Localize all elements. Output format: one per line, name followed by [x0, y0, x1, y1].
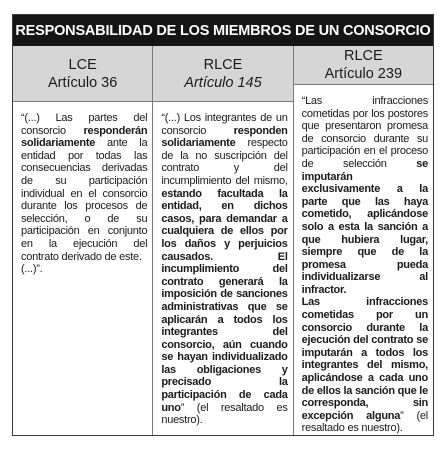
paragraph: [21, 112, 147, 263]
column-text: [13, 102, 152, 276]
text-segment: “Las infracciones cometidas por los postores que presentaron promesa de consorcio durante su participación en el proceso de selección: [301, 94, 428, 170]
column-header: [13, 46, 152, 102]
text-segment-bold: estando facultada la entidad, en dichos casos, para demandar a cualquiera de ellos por los daños y perjuicios causados. El incumplimiento del contrato generará la imposición de sanciones administrativas que se aplicarán a todos los integrantes del consorcio, aún cuando se hayan individualizado las obligaciones y precisado la participación de cada uno: [161, 187, 288, 414]
column-header: [294, 46, 433, 85]
column-header: [153, 46, 292, 102]
column-article: Artículo 36: [48, 74, 118, 91]
column-article: Artículo 145: [184, 74, 262, 91]
column-rlce-145: [152, 46, 292, 435]
text-segment: “(...) Las partes del consorcio: [21, 112, 148, 137]
text-segment: respecto de la no suscripción del contrato y del incumplimiento del mismo,: [161, 137, 288, 187]
column-law: RLCE: [343, 47, 383, 64]
table-title: RESPONSABILIDAD DE LOS MIEMBROS DE UN CONSORCIO: [13, 15, 433, 46]
column-article: Artículo 239: [324, 65, 403, 82]
paragraph-ending: (...)”.: [21, 263, 43, 276]
column-lce-36: [13, 46, 152, 435]
comparison-table: [12, 14, 434, 436]
text-segment: ” (el resaltado es nuestro).: [161, 401, 288, 427]
column-text: [294, 85, 433, 435]
text-segment-bold: responden solidariamente: [161, 124, 288, 150]
text-segment: ante la entidad por todas las consecuencias derivadas de su participación individual en el consorcio durante los procesos de selección, o de su participación en conjunto en la ejecución del contrato derivado de este.: [21, 137, 148, 263]
text-segment: “(...) Los integrantes de un consorcio: [161, 112, 288, 137]
paragraph: [302, 296, 428, 435]
paragraph: [161, 112, 287, 427]
column-law: LCE: [68, 56, 97, 73]
column-text: [153, 102, 292, 427]
text-segment-bold: responderán solidariamente: [21, 124, 148, 150]
table-columns: [13, 46, 433, 435]
column-law: RLCE: [203, 56, 243, 73]
text-segment-bold: Las infracciones cometidas por un consorcio durante la ejecución del contrato se imputarán a todos los integrantes del mismo, aplicándose a cada uno de ellos la sanción que le corresponda, sin excepción alguna: [301, 296, 428, 422]
text-segment-bold: se imputarán exclusivamente a la parte que las haya cometido, aplicándose solo a esta la sanción a que hubiera lugar, siempre que de la promesa pueda individualizarse al infractor.: [301, 157, 428, 296]
text-segment: ” (el resaltado es nuestro).: [301, 409, 428, 435]
column-rlce-239: [293, 46, 433, 435]
paragraph: [302, 95, 428, 297]
